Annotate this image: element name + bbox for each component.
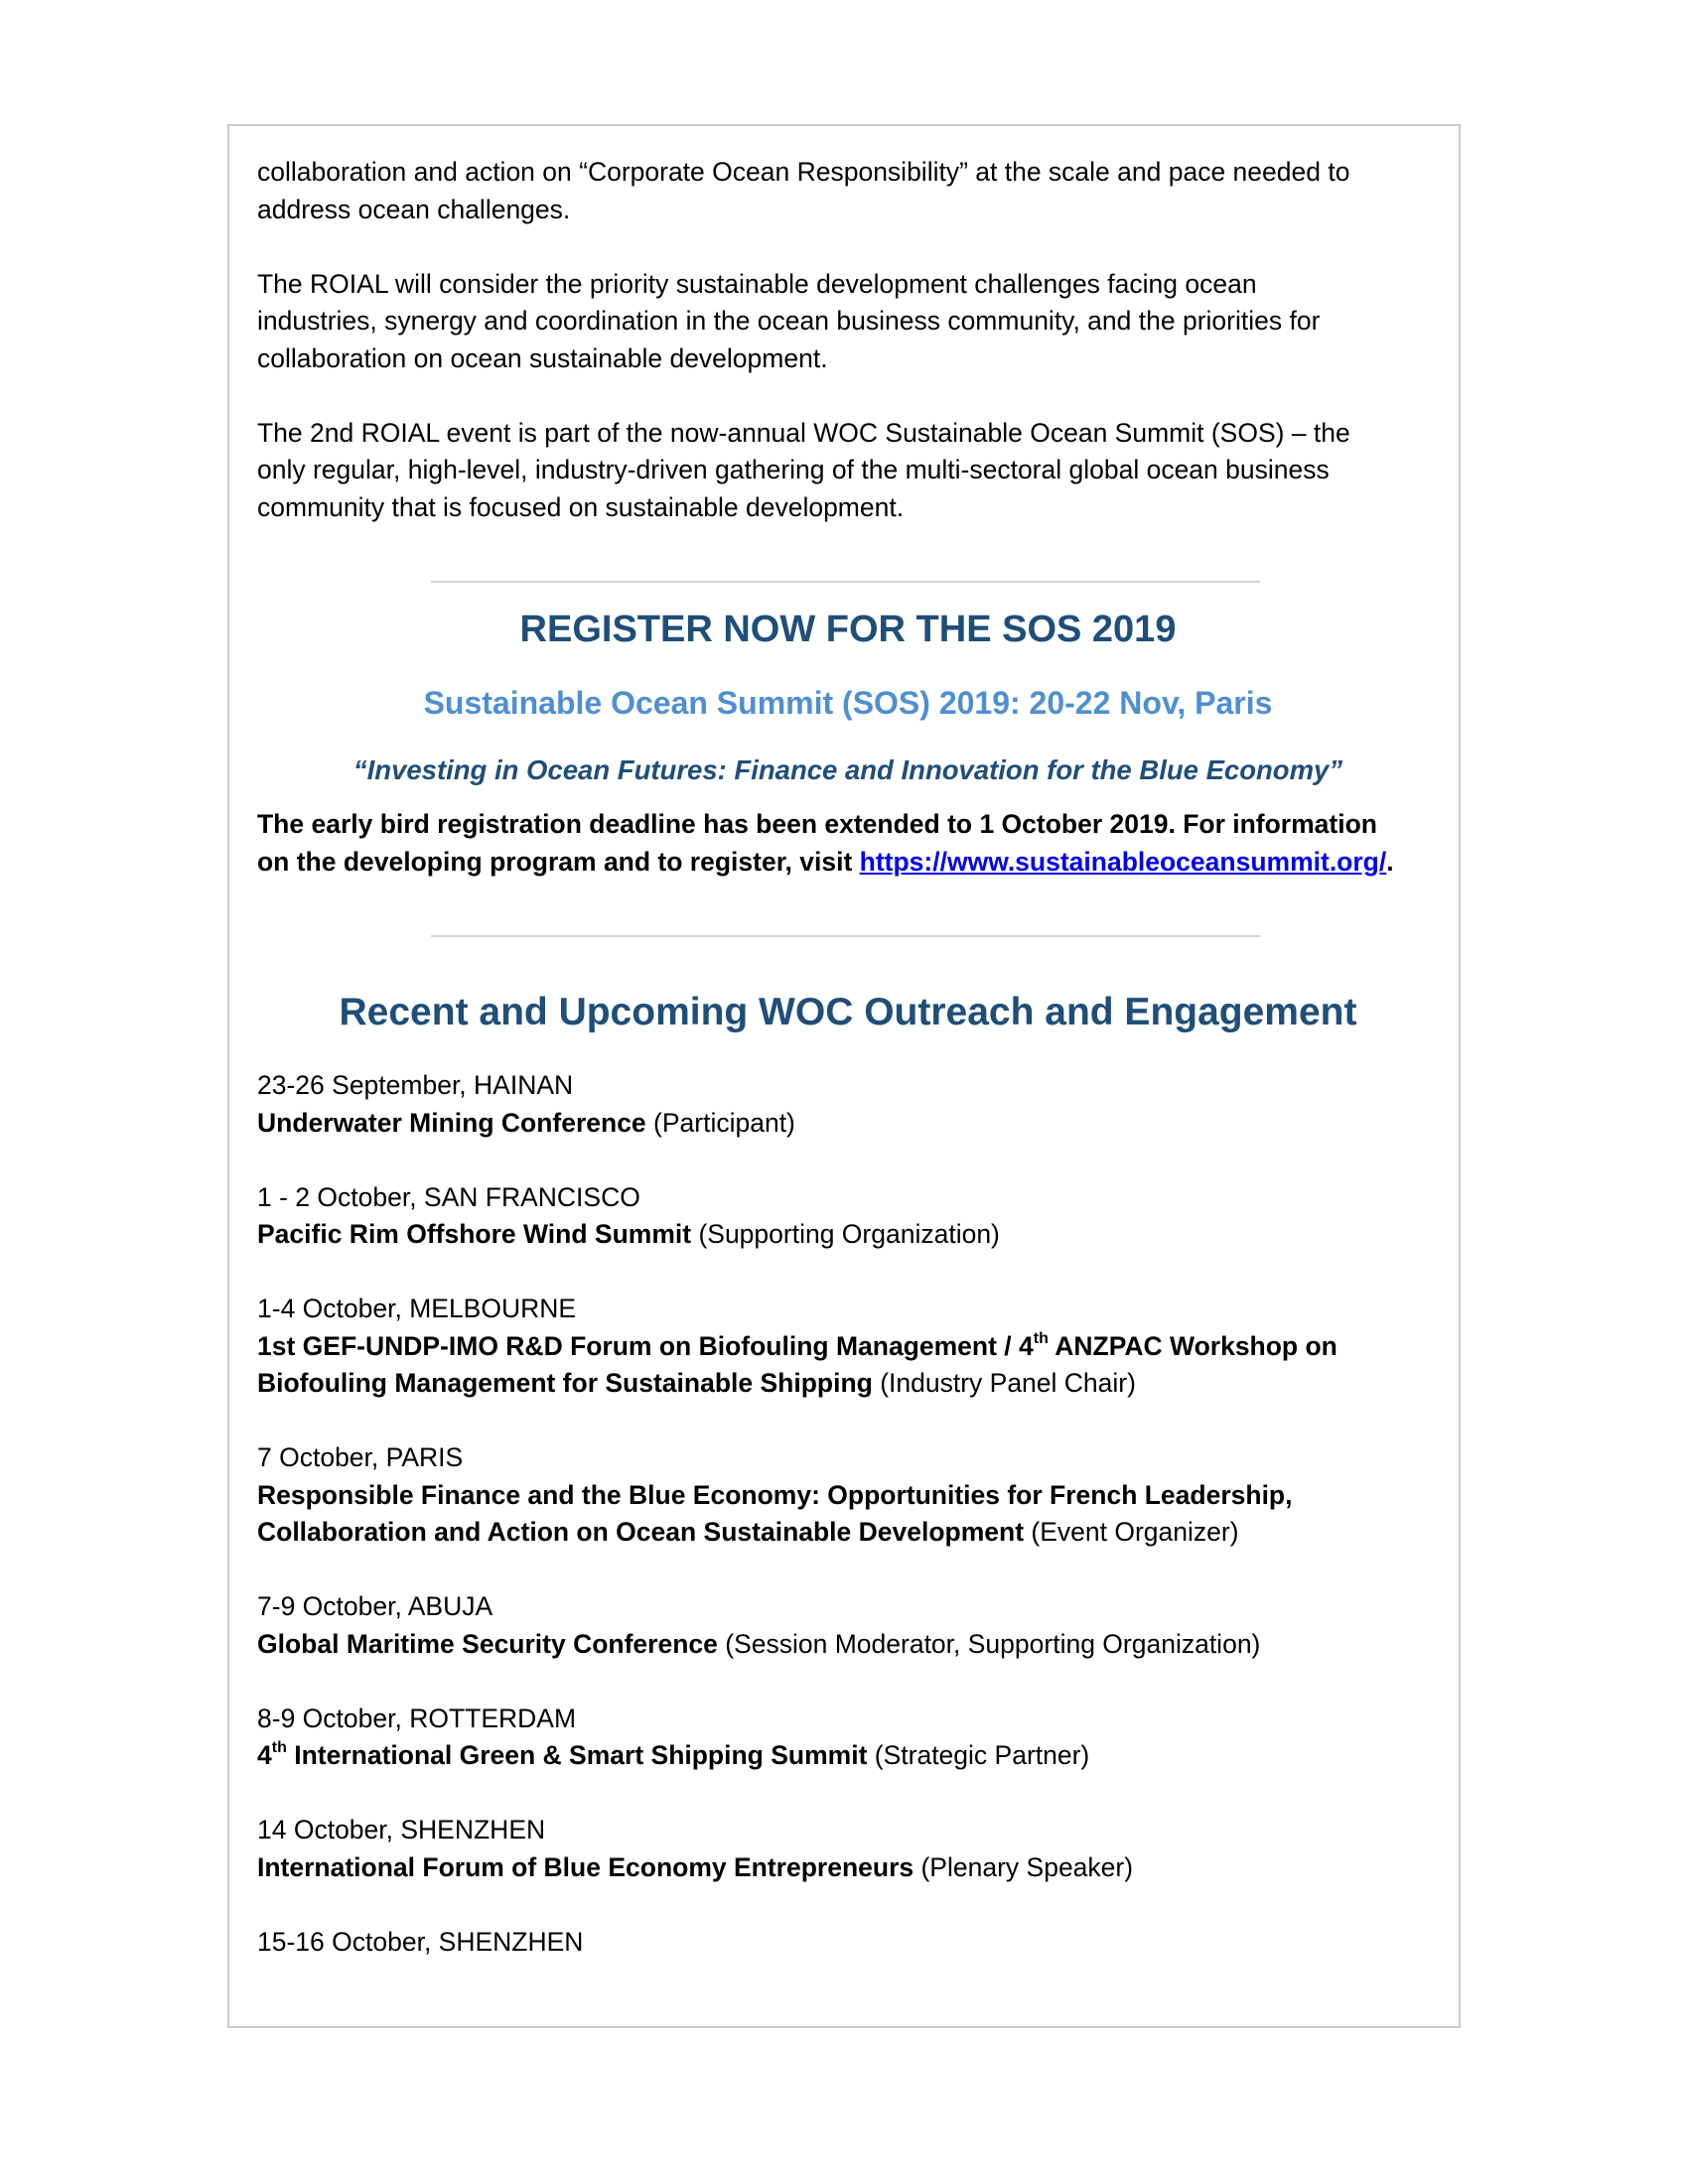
event-item — [257, 1924, 1449, 1962]
event-role: (Supporting Organization) — [691, 1219, 1000, 1249]
event-item — [257, 1179, 1449, 1254]
event-date: 15-16 October, SHENZHEN — [257, 1926, 584, 1957]
event-title-part2: ANZPAC Workshop on — [1048, 1330, 1337, 1361]
registration-line2-prefix: on the developing program and to register, visit — [257, 846, 860, 877]
event-title: Underwater Mining Conference — [257, 1107, 646, 1138]
intro-paragraph-3 — [257, 415, 1449, 527]
event-date: 1-4 October, MELBOURNE — [257, 1294, 577, 1323]
intro-p2-line2: industries, synergy and coordination in the ocean business community, and the priorities for — [257, 306, 1321, 336]
event-role: (Participant) — [645, 1107, 795, 1138]
event-role: (Plenary Speaker) — [914, 1851, 1134, 1882]
event-title-line2: Collaboration and Action on Ocean Sustainable Development — [257, 1517, 1025, 1547]
intro-p3-line2: only regular, high-level, industry-driven gathering of the multi-sectoral global ocean business — [257, 455, 1330, 484]
event-date: 1 - 2 October, SAN FRANCISCO — [257, 1181, 640, 1212]
event-date: 14 October, SHENZHEN — [257, 1815, 546, 1844]
event-item — [257, 1439, 1449, 1552]
event-item — [257, 1701, 1449, 1775]
event-role: (Strategic Partner) — [867, 1740, 1090, 1770]
intro-p1-line1: collaboration and action on “Corporate Ocean Responsibility” at the scale and pace needed to — [257, 157, 1350, 187]
event-title — [257, 1331, 1337, 1361]
event-role: (Industry Panel Chair) — [872, 1368, 1136, 1398]
register-heading: REGISTER NOW FOR THE SOS 2019 — [519, 609, 1177, 650]
newsletter-content — [257, 154, 1449, 1998]
event-item — [257, 1067, 1449, 1142]
event-title: Pacific Rim Offshore Wind Summit — [257, 1219, 692, 1249]
event-title-part1: 1st GEF-UNDP-IMO R&D Forum on Biofouling Management / 4 — [257, 1330, 1034, 1361]
intro-paragraph-1 — [257, 154, 1449, 228]
event-title-line1: Responsible Finance and the Blue Economy: Opportunities for French Leadership, — [257, 1479, 1293, 1510]
event-title — [257, 1740, 867, 1770]
event-date: 7 October, PARIS — [257, 1442, 464, 1472]
divider-bottom — [431, 935, 1260, 937]
event-title-line2: Biofouling Management for Sustainable Shipping — [257, 1368, 873, 1398]
summit-website-link[interactable]: https://www.sustainableoceansummit.org/ — [859, 846, 1387, 877]
intro-p3-line3: community that is focused on sustainable development. — [257, 491, 905, 522]
event-title-superscript: th — [271, 1739, 287, 1757]
event-item — [257, 1291, 1449, 1403]
event-title: International Forum of Blue Economy Entrepreneurs — [257, 1851, 914, 1882]
event-role: (Event Organizer) — [1024, 1517, 1239, 1547]
intro-paragraph-2 — [257, 266, 1449, 378]
divider-top — [431, 581, 1260, 583]
summit-theme: “Investing in Ocean Futures: Finance and Innovation for the Blue Economy” — [352, 754, 1343, 785]
event-role: (Session Moderator, Supporting Organization) — [717, 1628, 1261, 1659]
summit-subheading: Sustainable Ocean Summit (SOS) 2019: 20-22 Nov, Paris — [423, 685, 1273, 721]
event-date: 8-9 October, ROTTERDAM — [257, 1703, 577, 1733]
event-item — [257, 1588, 1449, 1663]
event-date: 23-26 September, HAINAN — [257, 1070, 574, 1100]
intro-p2-line1: The ROIAL will consider the priority sustainable development challenges facing ocean — [257, 268, 1257, 299]
registration-line1: The early bird registration deadline has been extended to 1 October 2019. For information — [257, 809, 1377, 839]
intro-p1-line2: address ocean challenges. — [257, 194, 571, 224]
intro-p2-line3: collaboration on ocean sustainable development. — [257, 342, 828, 373]
event-title-rest: International Green & Smart Shipping Summit — [286, 1740, 868, 1770]
registration-line2-suffix: . — [1386, 846, 1394, 877]
event-date: 7-9 October, ABUJA — [257, 1591, 493, 1621]
event-title: Global Maritime Security Conference — [257, 1628, 718, 1659]
intro-p3-line1: The 2nd ROIAL event is part of the now-annual WOC Sustainable Ocean Summit (SOS) – the — [257, 417, 1350, 448]
registration-text — [257, 806, 1449, 881]
event-item — [257, 1812, 1449, 1886]
event-title-superscript: th — [1033, 1329, 1049, 1347]
event-list — [257, 1067, 1449, 1961]
event-title-number: 4 — [257, 1740, 272, 1770]
outreach-heading: Recent and Upcoming WOC Outreach and Engagement — [339, 991, 1357, 1033]
